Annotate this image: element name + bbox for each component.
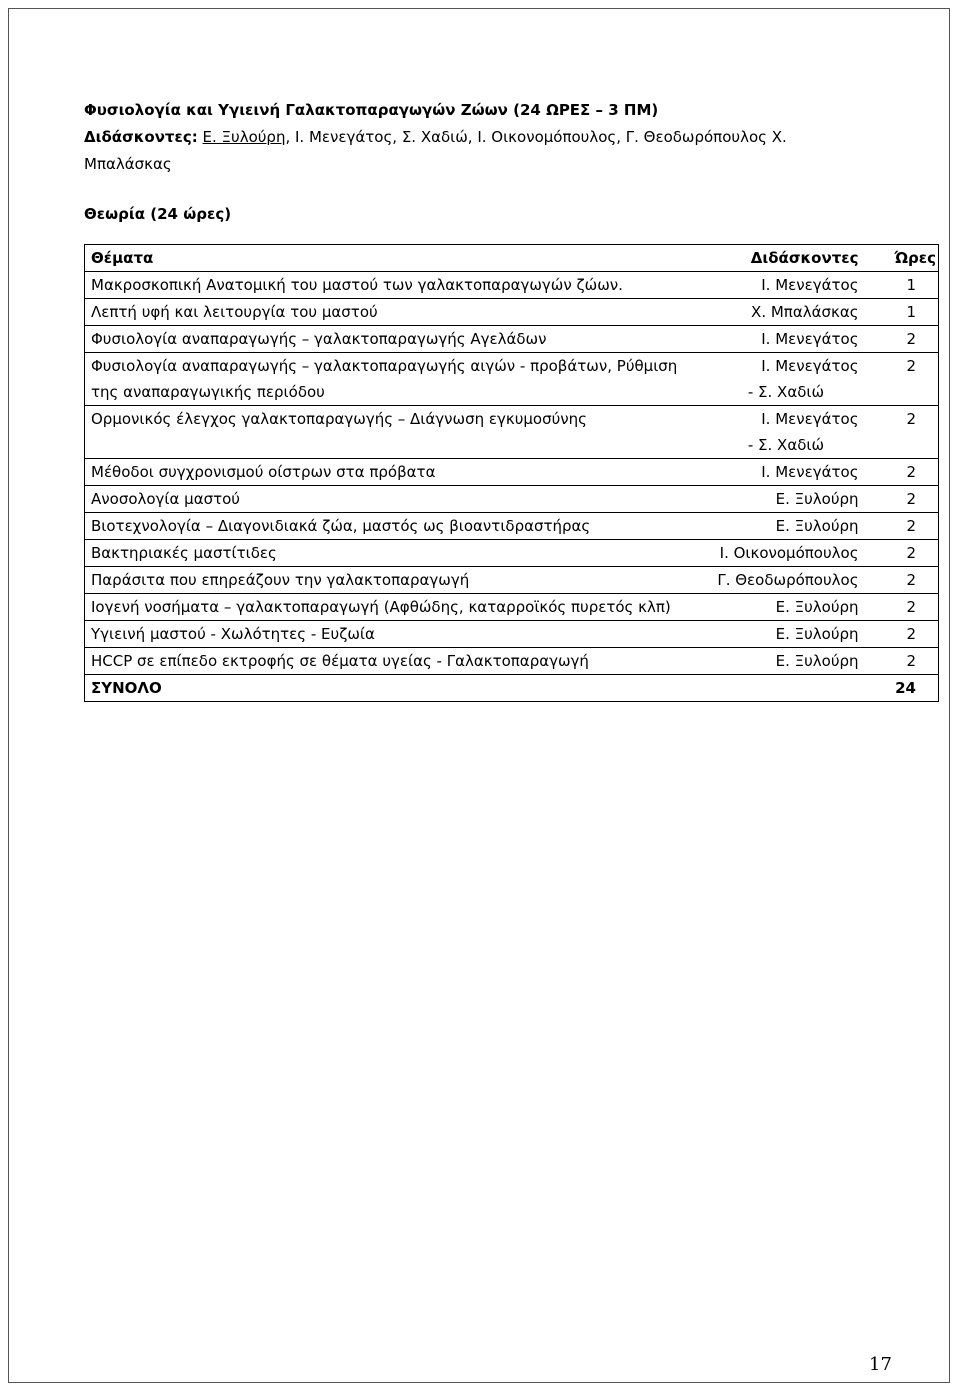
teacher-cell (684, 459, 871, 486)
header-hours: Ώρες (871, 245, 939, 272)
table-row (85, 326, 939, 353)
hours-cell: 1 (871, 272, 939, 299)
page-number: 17 (869, 1354, 892, 1375)
topic-cell: Βιοτεχνολογία – Διαγονιδιακά ζώα, μαστός ως βιοαντιδραστήρας (85, 513, 684, 540)
course-title: Φυσιολογία και Υγιεινή Γαλακτοπαραγωγών Ζώων (24 ΩΡΕΣ – 3 ΠΜ) (84, 101, 659, 119)
teacher-name: Ι. Μενεγάτος (761, 463, 859, 481)
table-row (85, 272, 939, 299)
teacher-cell (684, 540, 871, 567)
hours-cell: 1 (871, 299, 939, 326)
teacher-name: Ε. Ξυλούρη (775, 652, 859, 670)
hours-cell: 2 (871, 594, 939, 621)
teacher-cell (684, 648, 871, 675)
teacher-name: Ε. Ξυλούρη (775, 490, 859, 508)
topic-cell: Λεπτή υφή και λειτουργία του μαστού (85, 299, 684, 326)
teachers-label: Διδάσκοντες: (84, 128, 198, 146)
topic-cell: Υγιεινή μαστού - Χωλότητες - Ευζωία (85, 621, 684, 648)
table-row (85, 594, 939, 621)
teacher-cell (684, 486, 871, 513)
total-empty (684, 675, 871, 702)
table-row (85, 540, 939, 567)
total-label: ΣΥΝΟΛΟ (91, 679, 162, 697)
teacher-cell (684, 594, 871, 621)
teacher-cell (684, 299, 871, 326)
hours-cell: 2 (871, 459, 939, 486)
total-hours: 24 (895, 679, 916, 697)
teachers-rest: , Ι. Μενεγάτος, Σ. Χαδιώ, Ι. Οικονομόπουλος, Γ. Θεοδωρόπουλος Χ. (285, 128, 787, 146)
teacher-name-second: - Σ. Χαδιώ (747, 383, 825, 401)
topic-cell: HCCP σε επίπεδο εκτροφής σε θέματα υγείας - Γαλακτοπαραγωγή (85, 648, 684, 675)
table-header (85, 245, 939, 272)
hours-cell: 2 (871, 513, 939, 540)
page (8, 8, 950, 1383)
hours-cell: 2 (871, 540, 939, 567)
table-row (85, 513, 939, 540)
topic-cell: Παράσιτα που επηρεάζουν την γαλακτοπαραγωγή (85, 567, 684, 594)
hours-cell: 2 (871, 648, 939, 675)
teacher-cell (684, 353, 871, 406)
hours-cell: 2 (871, 486, 939, 513)
teacher-name: Γ. Θεοδωρόπουλος (717, 571, 859, 589)
topic-cell: Ιογενή νοσήματα – γαλακτοπαραγωγή (Αφθώδης, καταρροϊκός πυρετός κλπ) (85, 594, 684, 621)
teacher-cell (684, 406, 871, 459)
table-row (85, 459, 939, 486)
teacher-name: Ι. Μενεγάτος (761, 410, 859, 428)
hours-cell: 2 (871, 406, 939, 459)
topic-cell: Ορμονικός έλεγχος γαλακτοπαραγωγής – Διάγνωση εγκυμοσύνης (85, 406, 684, 459)
teacher-cell (684, 567, 871, 594)
teacher-name: Χ. Μπαλάσκας (751, 303, 859, 321)
teacher-cell (684, 621, 871, 648)
topic-cell: Φυσιολογία αναπαραγωγής – γαλακτοπαραγωγής αιγών - προβάτων, Ρύθμιση της αναπαραγωγικής περιόδου (85, 353, 684, 406)
table-row (85, 406, 939, 459)
teacher-name: Ι. Μενεγάτος (761, 357, 859, 375)
teacher-cell (684, 326, 871, 353)
topic-cell: Μέθοδοι συγχρονισμού οίστρων στα πρόβατα (85, 459, 684, 486)
table-row (85, 567, 939, 594)
topic-cell: Φυσιολογία αναπαραγωγής – γαλακτοπαραγωγής Αγελάδων (85, 326, 684, 353)
teacher-first: Ε. Ξυλούρη (202, 128, 286, 146)
topic-cell: Μακροσκοπική Ανατομική του μαστού των γαλακτοπαραγωγών ζώων. (85, 272, 684, 299)
teacher-name: Ε. Ξυλούρη (775, 598, 859, 616)
table-row (85, 299, 939, 326)
total-row (85, 675, 939, 702)
topic-cell: Ανοσολογία μαστού (85, 486, 684, 513)
header-teachers: Διδάσκοντες (684, 245, 871, 272)
teacher-name: Ε. Ξυλούρη (775, 625, 859, 643)
courses-table (84, 244, 939, 702)
table-row (85, 353, 939, 406)
table-row (85, 486, 939, 513)
table-row (85, 621, 939, 648)
topic-cell: Βακτηριακές μαστίτιδες (85, 540, 684, 567)
teacher-name: Ι. Μενεγάτος (761, 330, 859, 348)
teacher-name-second: - Σ. Χαδιώ (747, 436, 825, 454)
hours-cell: 2 (871, 326, 939, 353)
header-topic: Θέματα (85, 245, 684, 272)
teachers-wrap: Μπαλάσκας (84, 155, 172, 173)
teacher-name: Ε. Ξυλούρη (775, 517, 859, 535)
table-row (85, 648, 939, 675)
hours-cell: 2 (871, 567, 939, 594)
teacher-cell (684, 272, 871, 299)
teacher-name: Ι. Οικονομόπουλος (719, 544, 859, 562)
section-title: Θεωρία (24 ώρες) (84, 205, 232, 223)
teachers-line (84, 124, 939, 151)
hours-cell: 2 (871, 353, 939, 406)
teacher-name: Ι. Μενεγάτος (761, 276, 859, 294)
document-body (84, 97, 939, 702)
teacher-cell (684, 513, 871, 540)
hours-cell: 2 (871, 621, 939, 648)
